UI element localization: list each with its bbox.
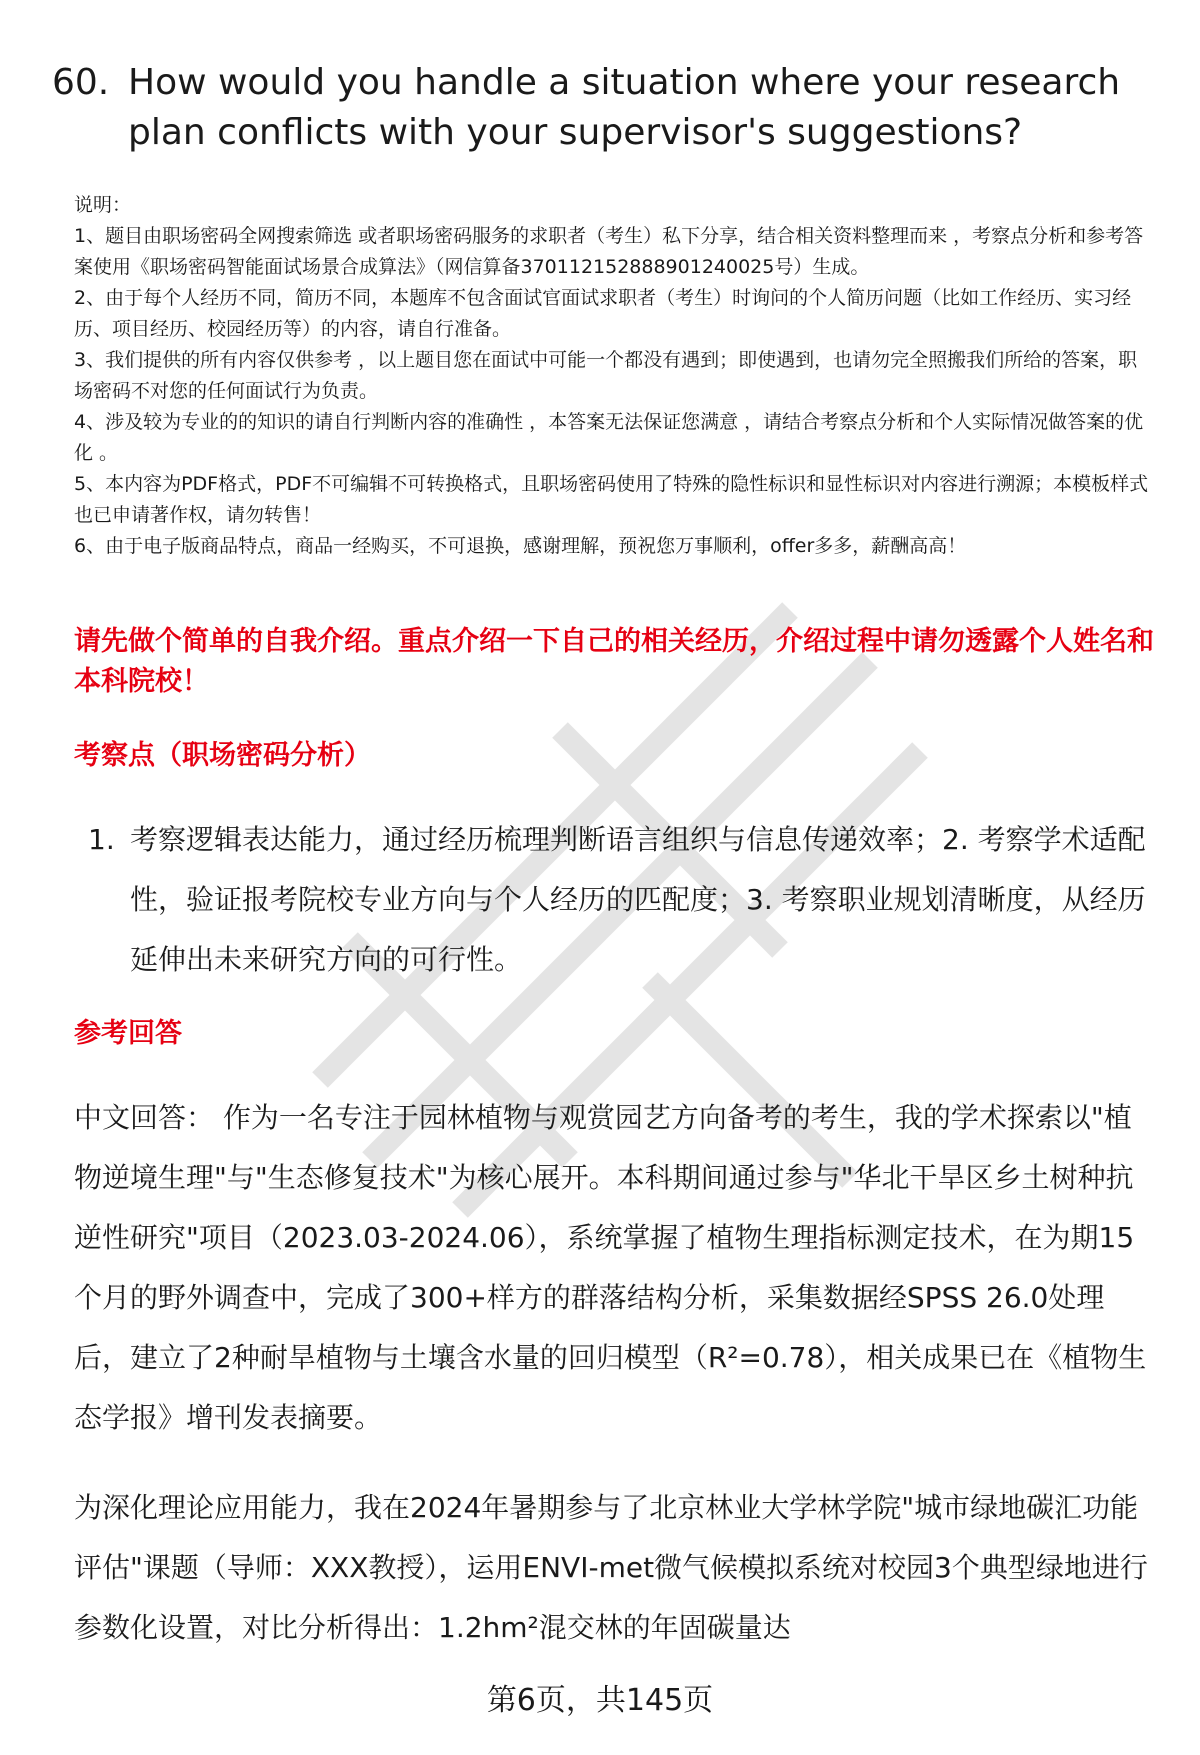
page-footer: 第6页，共145页 bbox=[486, 1683, 714, 1718]
notes-item-5: 5、本内容为PDF格式，PDF不可编辑不可转换格式，且职场密码使用了特殊的隐性标识和显性标识对内容进行溯源；本模板样式也已申请著作权，请勿转售！ bbox=[74, 473, 1149, 526]
notes-item-2: 2、由于每个人经历不同，简历不同，本题库不包含面试官面试求职者（考生）时询问的个人简历问题（比如工作经历、实习经历、项目经历、校园经历等）的内容，请自行准备。 bbox=[74, 287, 1132, 340]
question-number: 60. bbox=[52, 62, 110, 103]
answer-paragraph-1 bbox=[74, 1088, 1159, 1448]
answer-paragraph-2-text: 为深化理论应用能力，我在2024年暑期参与了北京林业大学林学院"城市绿地碳汇功能评估"课题（导师：XXX教授），运用ENVI-met微气候模拟系统对校园3个典型绿地进行参数化设置，对比分析得出：1.2hm²混交林的年固碳量达 bbox=[74, 1491, 1148, 1644]
question-heading bbox=[52, 58, 1152, 158]
analysis-title: 考察点（职场密码分析） bbox=[74, 740, 371, 771]
reference-title: 参考回答 bbox=[74, 1018, 182, 1049]
notes-item-4: 4、涉及较为专业的的知识的请自行判断内容的准确性 ，本答案无法保证您满意 ，请结合考察点分析和个人实际情况做答案的优化 。 bbox=[74, 411, 1144, 464]
intro-prompt: 请先做个简单的自我介绍。重点介绍一下自己的相关经历，介绍过程中请勿透露个人姓名和本科院校！ bbox=[74, 626, 1154, 697]
question-text: How would you handle a situation where your research plan conflicts with your supervisor's suggestions? bbox=[128, 62, 1121, 153]
notes-item-3: 3、我们提供的所有内容仅供参考 ，以上题目您在面试中可能一个都没有遇到；即使遇到，也请勿完全照搬我们所给的答案，职场密码不对您的任何面试行为负责。 bbox=[74, 349, 1138, 402]
notes-item-1: 1、题目由职场密码全网搜索筛选 或者职场密码服务的求职者（考生）私下分享，结合相关资料整理而来 ，考察点分析和参考答案使用《职场密码智能面试场景合成算法》（网信算备370112152888901240025号）生成。 bbox=[74, 225, 1144, 278]
answer-paragraph-2 bbox=[74, 1478, 1159, 1658]
notes-item-6: 6、由于电子版商品特点，商品一经购买，不可退换，感谢理解，预祝您万事顺利，offer多多，薪酬高高！ bbox=[74, 535, 967, 557]
analysis-number: 1. bbox=[88, 823, 115, 856]
disclaimer-notes bbox=[74, 190, 1154, 562]
analysis-text: 考察逻辑表达能力，通过经历梳理判断语言组织与信息传递效率；2. 考察学术适配性，验证报考院校专业方向与个人经历的匹配度；3. 考察职业规划清晰度，从经历延伸出未来研究方向的可行性。 bbox=[130, 823, 1146, 976]
analysis-points bbox=[88, 810, 1163, 990]
notes-heading: 说明： bbox=[74, 194, 132, 216]
answer-paragraph-1-text: 中文回答： 作为一名专注于园林植物与观赏园艺方向备考的考生，我的学术探索以"植物逆境生理"与"生态修复技术"为核心展开。本科期间通过参与"华北干旱区乡土树种抗逆性研究"项目（2023.03-2024.06），系统掌握了植物生理指标测定技术，在为期15个月的野外调查中，完成了300+样方的群落结构分析，采集数据经SPSS 26.0处理后，建立了2种耐旱植物与土壤含水量的回归模型（R²=0.78），相关成果已在《植物生态学报》增刊发表摘要。 bbox=[74, 1101, 1147, 1434]
